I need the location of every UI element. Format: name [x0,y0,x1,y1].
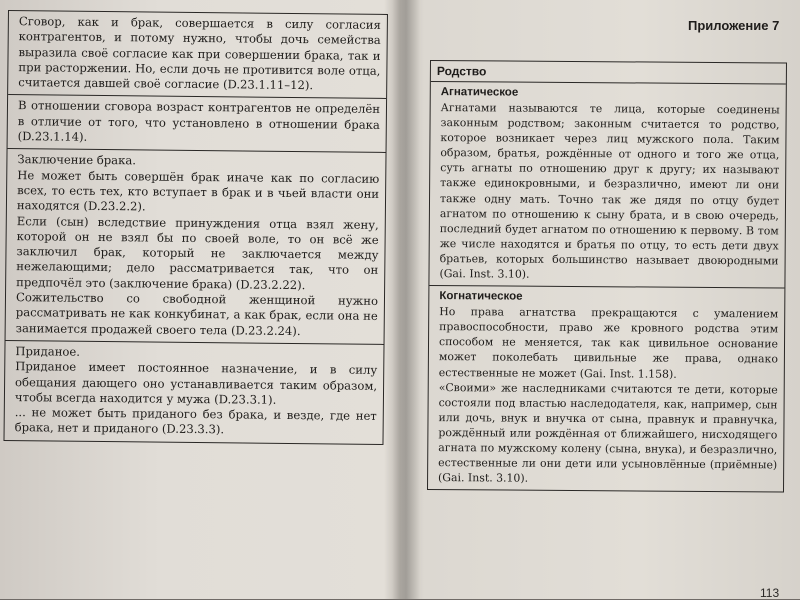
cell-paragraph: В отношении сговора возраст контрагентов не определён в отличие от того, что установлено в отношении брака (D.23.1.14). [17,98,381,144]
cell-paragraph: Не может быть совершён брак иначе как по согласию всех, то есть тех, кто вступает в брак и в чьей власти они находятся (D.23.2.2). [16,167,380,214]
cell-paragraph: Сговор, как и брак, совершается в силу согласия контрагентов, и потому нужно, чтобы дочь семейства выразила своё согласие как при совершении брака, так и при расторжении. Но, если дочь не противится воле отца, считается давшей своё согласие (D.23.1.11–12). [18,14,381,93]
table-cell [8,95,387,153]
right-table [427,60,787,493]
cell-heading: Приданое. [15,344,81,359]
cell-heading: Заключение брака. [17,152,137,168]
table-cell [6,149,386,345]
table-header: Родство [431,61,786,84]
table-cell [5,341,384,444]
page-number: 113 [760,586,780,600]
table-cell [429,82,785,289]
left-table [3,10,387,445]
right-page [410,0,800,599]
cell-paragraph: ... не может быть приданого без брака, и везде, где нет брака, нет и приданого (D.23.3.3). [14,405,377,437]
cell-paragraph: Если (сын) вследствие принуждения отца взял жену, которой он не взял бы по своей воле, то он всё же заключил брак, который не заключается между нежелающими; дело рассматривается так, что он предпочёл это (заключение брака) (D.23.2.22). [16,213,379,292]
section-title: Агнатическое [440,86,519,99]
table-cell [428,286,784,492]
cell-paragraph: Сожительство со свободной женщиной нужно рассматривать не как конкубинат, а как брак, если она не занимается продажей своего тела (D.23.2.24). [15,290,379,338]
left-page [0,0,400,599]
running-head: Приложение 7 [688,18,780,33]
cell-paragraph: Приданое имеет постоянное назначение, и в силу обещания дающего оно устанавливается таким образом, чтобы всегда находится у мужа (D.23.3.1). [14,359,378,407]
cell-paragraph: Но права агнатства прекращаются с умалением правоспособности, право же кровного родства этим способом не меняется, так как цивильное основание может поколебать цивильные же права, однако естественные не может (Gai. Inst. 1.158). [438,305,779,381]
cell-paragraph: «Своими» же наследниками считаются те дети, которые состояли под властью наследодателя, как, например, сын или дочь, внук и внучка от сына, правнук и правнучка, рождённый или рождённая от ближайшего, нисходящего агната по мужскому колену (сына, внука), и безразлично, естественные ли они дети или усыновлённые (приёмные) (Gai. Inst. 3.10). [438,380,778,485]
table-cell [8,11,387,99]
cell-paragraph: Агнатами называются те лица, которые соединены законным родством; законным считается то родство, которое возникает через лиц мужского пола. Таким образом, братья, рождённые от одного и того же отца, суть агнаты по отношению друг к другу; их называют также единокровными, и безразлично, имеют ли они также одну мать. Точно так же дядя по отцу будет агнатом по отношению к сыну брата, и в свою очередь, последний будет агнатом по отношению к первому. В том же числе находятся и братья по отцу, то есть дети двух братьев, которых большинство называет двоюродными (Gai. Inst. 3.10). [439,101,780,281]
section-title: Когнатическое [439,290,523,303]
